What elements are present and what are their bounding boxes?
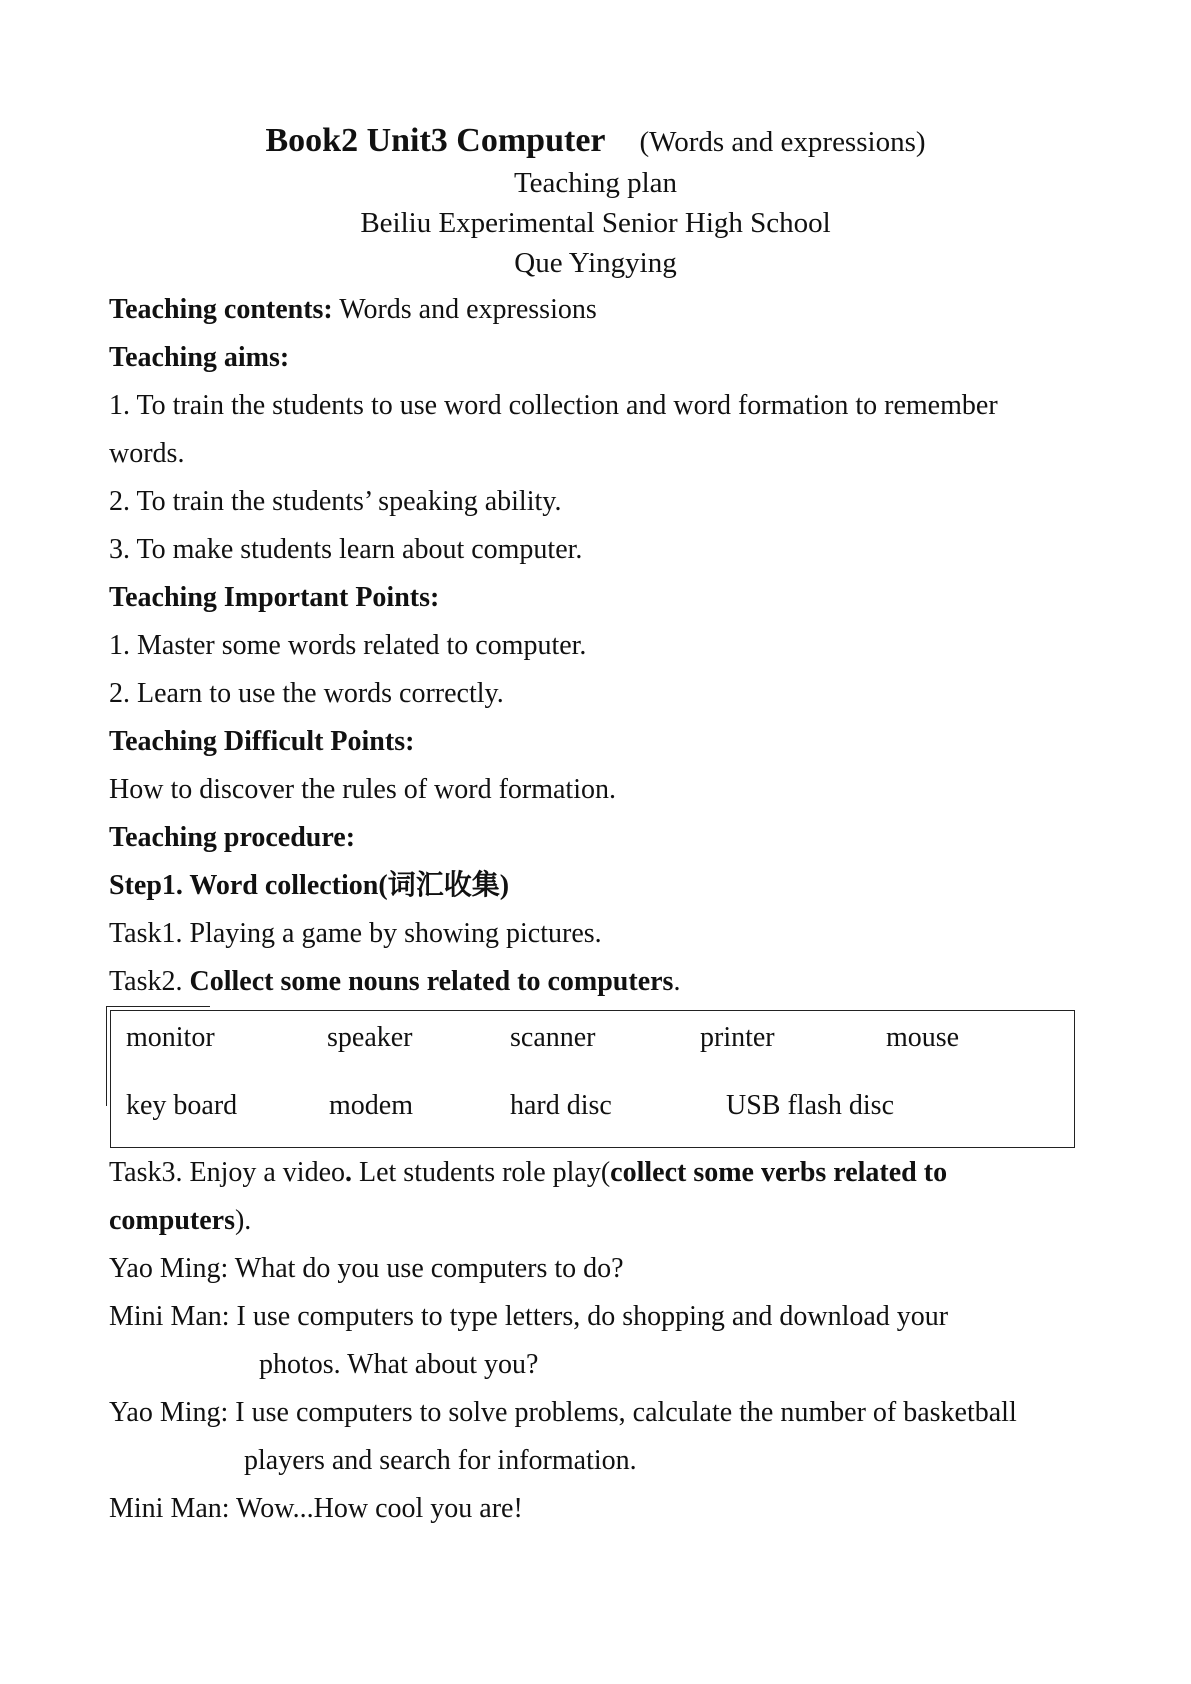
task3: [109, 1153, 947, 1193]
title-sub: (Words and expressions): [639, 126, 926, 158]
task2-end: .: [673, 966, 681, 997]
dialogue-line: Yao Ming: What do you use computers to do?: [109, 1253, 624, 1284]
task2-bold: Collect some nouns related to computers: [189, 966, 674, 997]
dialogue-line: Yao Ming: I use computers to solve problems, calculate the number of basketball: [109, 1397, 1017, 1428]
word-item: printer: [700, 1022, 775, 1053]
title: [0, 121, 1191, 162]
dialogue-line: photos. What about you?: [259, 1349, 539, 1380]
word-item: speaker: [327, 1022, 413, 1053]
task1-prefix: Task1: [109, 918, 176, 949]
subtitle: Teaching plan: [513, 167, 678, 199]
word-item: modem: [329, 1090, 413, 1121]
difficult-heading: Teaching Difficult Points:: [109, 726, 415, 757]
word-item: USB flash disc: [726, 1090, 894, 1121]
important-item: 2. Learn to use the words correctly.: [109, 678, 504, 709]
task2-prefix: Task2.: [109, 966, 190, 997]
procedure-heading: Teaching procedure:: [109, 822, 356, 853]
task3-prefix: Task3. Enjoy a video: [109, 1157, 345, 1188]
task1-text: . Playing a game by showing pictures.: [175, 918, 602, 949]
word-item: scanner: [510, 1022, 596, 1053]
author-name: Que Yingying: [514, 247, 677, 279]
word-item: mouse: [886, 1022, 960, 1053]
task3-dot: .: [345, 1157, 352, 1188]
title-main: Book2 Unit3 Computer: [265, 122, 606, 159]
important-heading: Teaching Important Points:: [109, 582, 440, 613]
task3-mid: Let students role play(: [352, 1157, 611, 1188]
task3-bold2: computers: [109, 1205, 235, 1236]
word-item: monitor: [126, 1022, 215, 1053]
aims-heading: Teaching aims:: [109, 342, 290, 373]
task3-end: ).: [234, 1205, 252, 1236]
aim-item: 2. To train the students’ speaking ability.: [109, 486, 562, 517]
dialogue-line: players and search for information.: [244, 1445, 637, 1476]
school-name: Beiliu Experimental Senior High School: [360, 207, 831, 239]
teaching-contents: [109, 290, 597, 330]
word-item: hard disc: [510, 1090, 612, 1121]
dialogue-line: Mini Man: Wow...How cool you are!: [109, 1493, 523, 1524]
contents-text: Words and expressions: [332, 294, 597, 325]
important-item: 1. Master some words related to computer.: [109, 630, 587, 661]
step1-heading: Step1. Word collection(词汇收集): [109, 870, 510, 901]
aim-item: words.: [109, 438, 185, 469]
dialogue-line: Mini Man: I use computers to type letters, do shopping and download your: [109, 1301, 949, 1332]
task1: [109, 914, 602, 954]
task3-continued: [109, 1201, 251, 1241]
aim-item: 3. To make students learn about computer.: [109, 534, 583, 565]
word-item: key board: [126, 1090, 238, 1121]
aim-item: 1. To train the students to use word collection and word formation to remember: [109, 390, 998, 421]
contents-label: Teaching contents:: [109, 294, 333, 325]
task3-bold: collect some verbs related to: [610, 1157, 948, 1188]
difficult-text: How to discover the rules of word formation.: [109, 774, 616, 805]
task2: [109, 962, 680, 1002]
